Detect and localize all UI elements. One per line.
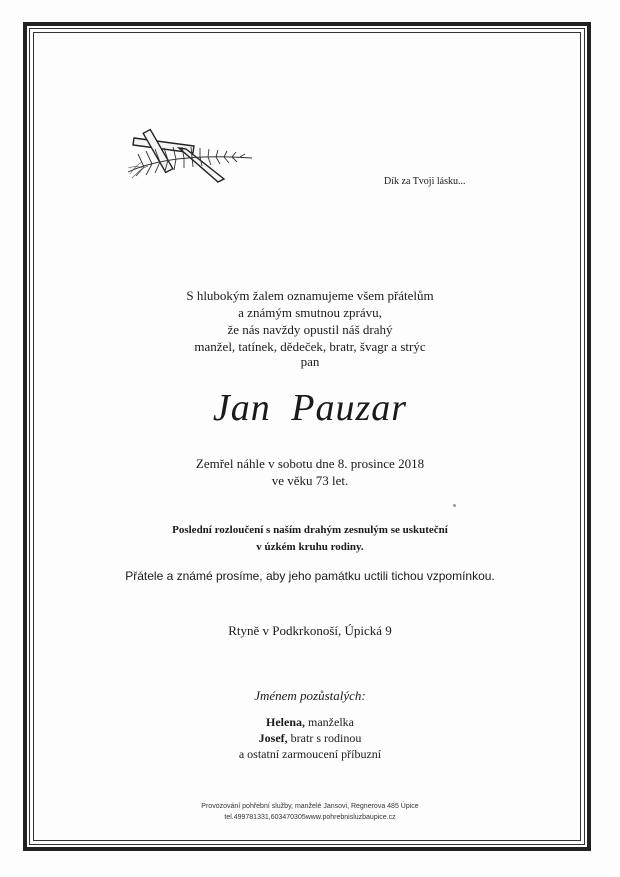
farewell-line: Poslední rozloučení s naším drahým zesnulým se uskuteční [172,524,448,536]
farewell-notice [0,522,620,556]
death-notice [0,455,620,489]
farewell-line: v úzkém kruhu rodiny. [256,541,364,553]
survivor-relation: a ostatní zarmoucení příbuzní [238,747,382,761]
announcement-line: a známým smutnou zprávu, [238,305,382,320]
deceased-name: Jan Pauzar [212,387,408,429]
address: Rtyně v Podkrkonoší, Úpická 9 [228,623,392,638]
cross-with-palm-branch-icon [124,124,254,186]
announcement-line: S hlubokým žalem oznamujeme všem přátelům [186,288,434,303]
scan-speck [453,504,456,507]
survivors-list [0,714,620,762]
funeral-service-footer [0,801,620,823]
death-line-date: Zemřel náhle v sobotu dne 8. prosince 2018 [195,456,425,471]
title-pan: pan [300,354,320,369]
survivors-heading: Jménem pozůstalých: [254,688,366,703]
survivor-name: Josef, [258,731,288,745]
thanks-text: Dík za Tvoji lásku... [384,176,466,187]
survivor-relation: bratr s rodinou [287,731,362,745]
death-line-age: ve věku 73 let. [271,473,349,488]
survivor-item [0,730,620,746]
survivor-item [0,746,620,762]
announcement-text [0,287,620,355]
announcement-line: manžel, tatínek, dědeček, bratr, švagr a strýc [194,339,426,354]
announcement-line: že nás navždy opustil náš drahý [227,322,393,337]
survivor-item [0,714,620,730]
survivor-name: Helena, [266,715,305,729]
survivor-relation: manželka [305,715,354,729]
remembrance-request: Přátele a známé prosíme, aby jeho památku uctili tichou vzpomínkou. [125,569,495,583]
footer-line: Provozování pohřební služby, manželé Jansovi, Regnerova 485 Úpice [201,803,419,810]
footer-line: tel.499781331,603470305www.pohrebnisluzbaupice.cz [224,814,396,821]
